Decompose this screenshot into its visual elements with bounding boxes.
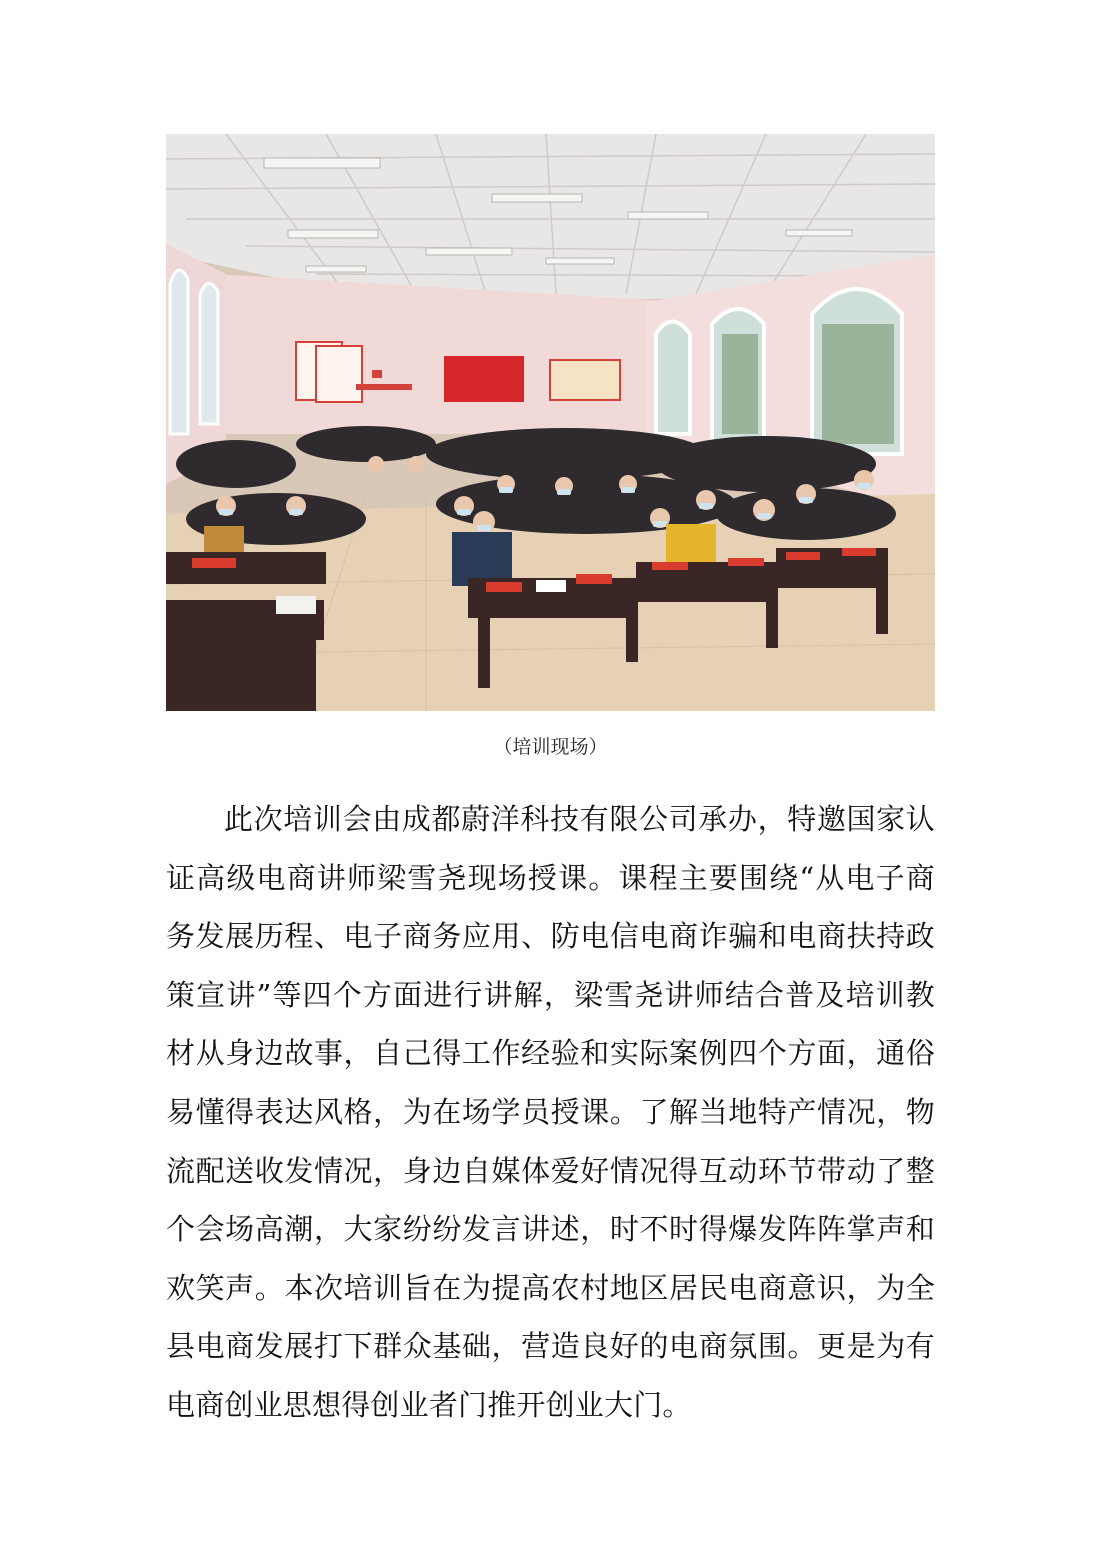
body-paragraph: 此次培训会由成都蔚洋科技有限公司承办，特邀国家认证高级电商讲师梁雪尧现场授课。课程主要围绕“从电子商务发展历程、电子商务应用、防电信电商诈骗和电商扶持政策宣讲”等四个方面进行讲解，梁雪尧讲师结合普及培训教材从身边故事，自己得工作经验和实际案例四个方面，通俗易懂得表达风格，为在场学员授课。了解当地特产情况，物流配送收发情况，身边自媒体爱好情况得互动环节带动了整个会场高潮，大家纷纷发言讲述，时不时得爆发阵阵掌声和欢笑声。本次培训旨在为提高农村地区居民电商意识，为全县电商发展打下群众基础，营造良好的电商氛围。更是为有电商创业思想得创业者门推开创业大门。 — [166, 802, 935, 1422]
training-hall-photo — [166, 134, 935, 711]
training-hall-illustration — [166, 134, 935, 711]
photo-caption: （培训现场） — [493, 736, 608, 758]
